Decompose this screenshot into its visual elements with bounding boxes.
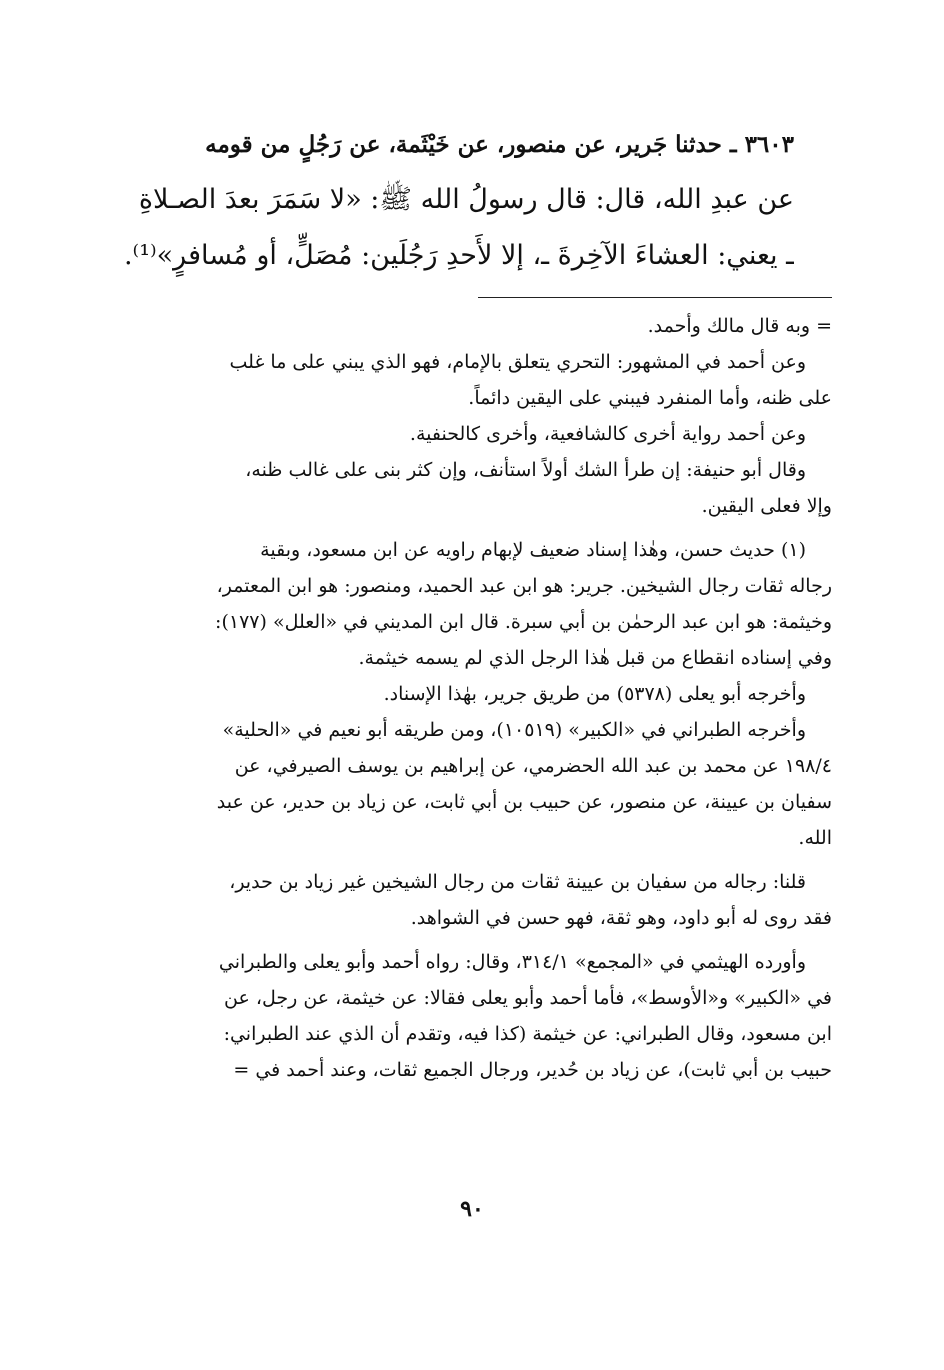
footnote-line: = وبه قال مالك وأحمد.	[647, 315, 832, 337]
footnote-line: وأورده الهيثمي في «المجمع» ٣١٤/١، وقال: رواه أحمد وأبو يعلى والطبراني	[218, 951, 806, 973]
footnote-line: حبيب بن أبي ثابت)، عن زياد بن حُدير، ورجال الجميع ثقات، وعند أحمد في =	[233, 1059, 832, 1081]
footnote-line: سفيان بن عيينة، عن منصور، عن حبيب بن أبي ثابت، عن زياد بن حدير، عن عبد	[216, 791, 832, 813]
footnote-separator	[478, 297, 832, 298]
footnote-line: على ظنه، وأما المنفرد فيبني على اليقين دائماً.	[468, 387, 832, 409]
hadith-text	[100, 118, 794, 284]
footnote-line: وفي إسناده انقطاع من قبل هٰذا الرجل الذي لم يسمه خيثمة.	[358, 647, 832, 669]
footnote-line: وأخرجه الطبراني في «الكبير» (١٠٥١٩)، ومن طريقه أبو نعيم في «الحلية»	[222, 719, 806, 741]
footnotes	[106, 308, 832, 1088]
hadith-line: ٣٦٠٣ ـ حدثنا جَرير، عن منصور، عن خَيْثَمة، عن رَجُلٍ من قومه	[205, 131, 794, 158]
footnote-line: الله.	[798, 827, 832, 849]
footnote-line: رجاله ثقات رجال الشيخين. جرير: هو ابن عبد الحميد، ومنصور: هو ابن المعتمر،	[216, 575, 832, 597]
footnote-line: وعن أحمد في المشهور: التحري يتعلق بالإمام، فهو الذي يبني على ما غلب	[229, 351, 806, 373]
footnote-line: (١) حديث حسن، وهٰذا إسناد ضعيف لإبهام راويه عن ابن مسعود، وبقية	[260, 539, 806, 561]
footnote-line: وإلا فعلى اليقين.	[701, 495, 832, 517]
hadith-line: ـ يعني: العشاءَ الآخِرةَ ـ، إلا لأَحدِ رَجُلَين: مُصَلٍّ، أو مُسافرٍ»⁽¹⁾.	[123, 240, 794, 271]
footnote-line: ابن مسعود، وقال الطبراني: عن خيثمة (كذا فيه، وتقدم أن الذي عند الطبراني:	[223, 1023, 832, 1045]
hadith-line: عن عبدِ الله، قال: قال رسولُ الله ﷺ: «لا سَمَرَ بعدَ الصـلاةِ	[138, 184, 794, 215]
footnote-line: وعن أحمد رواية أخرى كالشافعية، وأخرى كالحنفية.	[409, 423, 806, 445]
footnote-line: في «الكبير» و«الأوسط»، فأما أحمد وأبو يعلى فقالا: عن خيثمة، عن رجل، عن	[224, 987, 832, 1009]
page-number: ٩٠	[460, 1196, 484, 1222]
footnote-line: فقد روى له أبو داود، وهو ثقة، فهو حسن في الشواهد.	[410, 907, 832, 929]
footnote-line: قلنا: رجاله من سفيان بن عيينة ثقات من رجال الشيخين غير زياد بن حدير،	[229, 871, 806, 893]
footnote-line: وقال أبو حنيفة: إن طرأ الشك أولاً استأنف، وإن كثر بنى على غالب ظنه،	[245, 459, 806, 481]
footnote-line: ١٩٨/٤ عن محمد بن عبد الله الحضرمي، عن إبراهيم بن يوسف الصيرفي، عن	[234, 755, 832, 777]
footnote-line: وأخرجه أبو يعلى (٥٣٧٨) من طريق جرير، بهٰذا الإسناد.	[383, 683, 806, 705]
footnote-line: وخيثمة: هو ابن عبد الرحمٰن بن أبي سبرة. قال ابن المديني في «العلل» (١٧٧):	[215, 611, 832, 633]
